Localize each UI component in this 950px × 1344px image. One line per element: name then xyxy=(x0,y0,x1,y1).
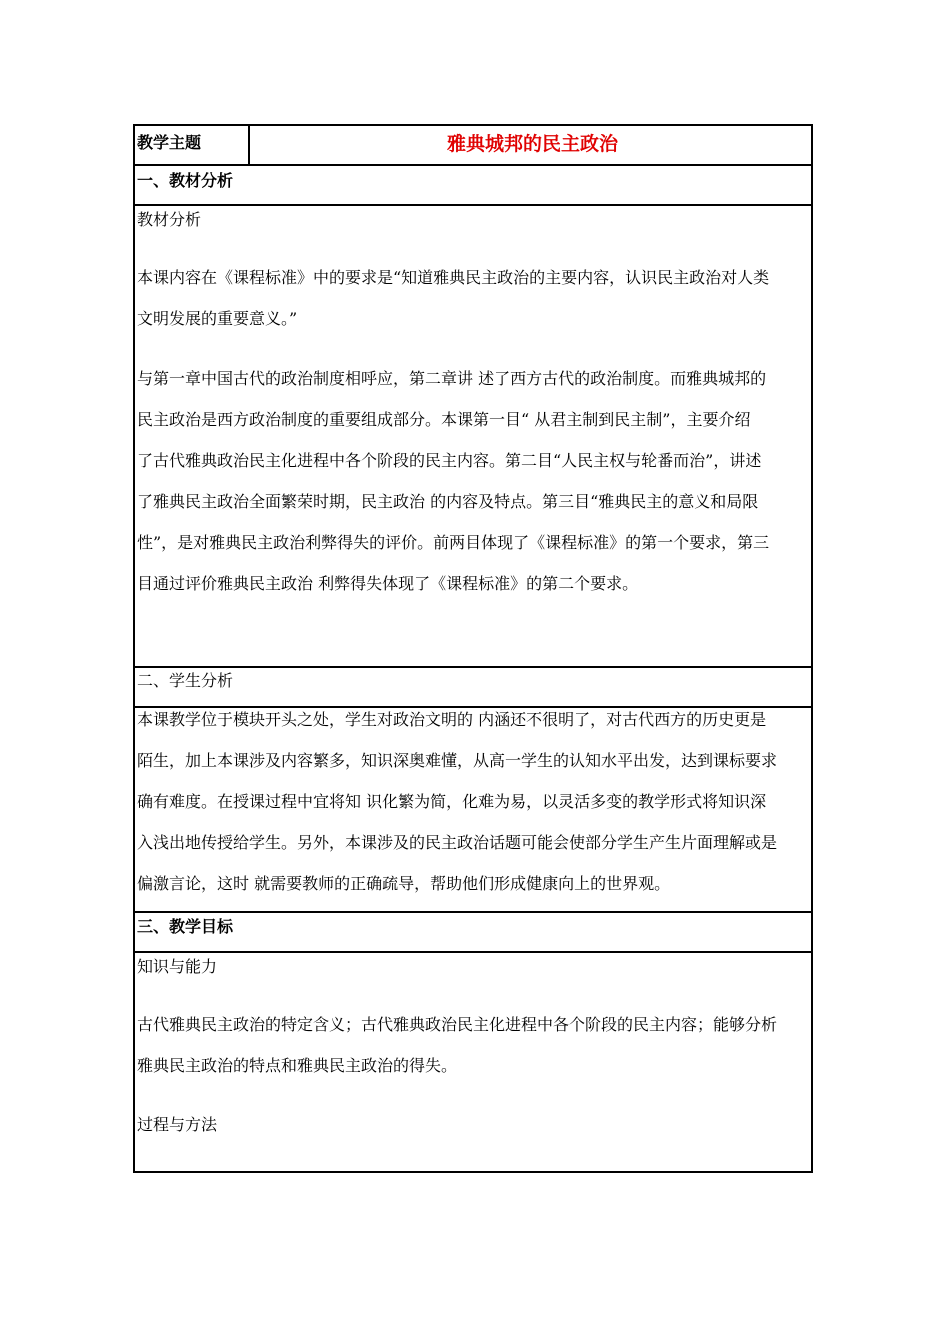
text-line: 民主政治是西方政治制度的重要组成部分。本课第一目“ 从君主制到民主制”，主要介绍 xyxy=(137,410,751,429)
section3-heading: 三、教学目标 xyxy=(137,917,234,936)
title-cell xyxy=(248,124,815,165)
section2-content-row xyxy=(133,708,813,913)
section2-heading: 二、学生分析 xyxy=(137,671,234,690)
text-line: 了古代雅典政治民主化进程中各个阶段的民主内容。第二目“人民主权与轮番而治”，讲述 xyxy=(137,451,762,470)
section2-paragraph xyxy=(137,699,809,904)
text-line: 本课内容在《课程标准》中的要求是“知道雅典民主政治的主要内容，认识民主政治对人类 xyxy=(137,268,770,287)
text-line: 入浅出地传授给学生。另外，本课涉及的民主政治话题可能会使部分学生产生片面理解或是 xyxy=(137,833,778,852)
table-border-bottom xyxy=(133,1171,813,1173)
text-line: 文明发展的重要意义。” xyxy=(137,309,298,328)
section1-paragraph-2 xyxy=(137,358,809,604)
text-line: 古代雅典民主政治的特定含义；古代雅典政治民主化进程中各个阶段的民主内容；能够分析 xyxy=(137,1015,778,1034)
header-row xyxy=(133,124,813,166)
text-line: 本课教学位于模块开头之处，学生对政治文明的 内涵还不很明了，对古代西方的历史更是 xyxy=(137,710,767,729)
text-line: 偏激言论，这时 就需要教师的正确疏导，帮助他们形成健康向上的世界观。 xyxy=(137,874,671,893)
text-line: 性”，是对雅典民主政治利弊得失的评价。前两目体现了《课程标准》的第一个要求，第三 xyxy=(137,533,770,552)
section1-paragraph-1 xyxy=(137,257,809,339)
lesson-title: 雅典城邦的民主政治 xyxy=(446,133,618,155)
section3-sub1: 知识与能力 xyxy=(137,957,218,976)
text-line: 与第一章中国古代的政治制度相呼应，第二章讲 述了西方古代的政治制度。而雅典城邦的 xyxy=(137,369,767,388)
text-line: 了雅典民主政治全面繁荣时期，民主政治 的内容及特点。第三目“雅典民主的意义和局限 xyxy=(137,492,759,511)
topic-label: 教学主题 xyxy=(137,133,202,152)
section1-heading-row xyxy=(133,166,813,206)
section3-sub2: 过程与方法 xyxy=(137,1115,218,1134)
section3-content-row xyxy=(133,953,813,1173)
text-line: 陌生，加上本课涉及内容繁多，知识深奥难懂，从高一学生的认知水平出发，达到课标要求 xyxy=(137,751,778,770)
text-line: 确有难度。在授课过程中宜将知 识化繁为简，化难为易，以灵活多变的教学形式将知识深 xyxy=(137,792,767,811)
section1-subheading: 教材分析 xyxy=(137,210,202,229)
section1-content-row xyxy=(133,206,813,668)
section1-heading: 一、教材分析 xyxy=(137,171,234,190)
text-line: 目通过评价雅典民主政治 利弊得失体现了《课程标准》的第二个要求。 xyxy=(137,574,639,593)
section3-heading-row xyxy=(133,913,813,953)
text-line: 雅典民主政治的特点和雅典民主政治的得失。 xyxy=(137,1056,458,1075)
section3-paragraph xyxy=(137,1004,809,1086)
